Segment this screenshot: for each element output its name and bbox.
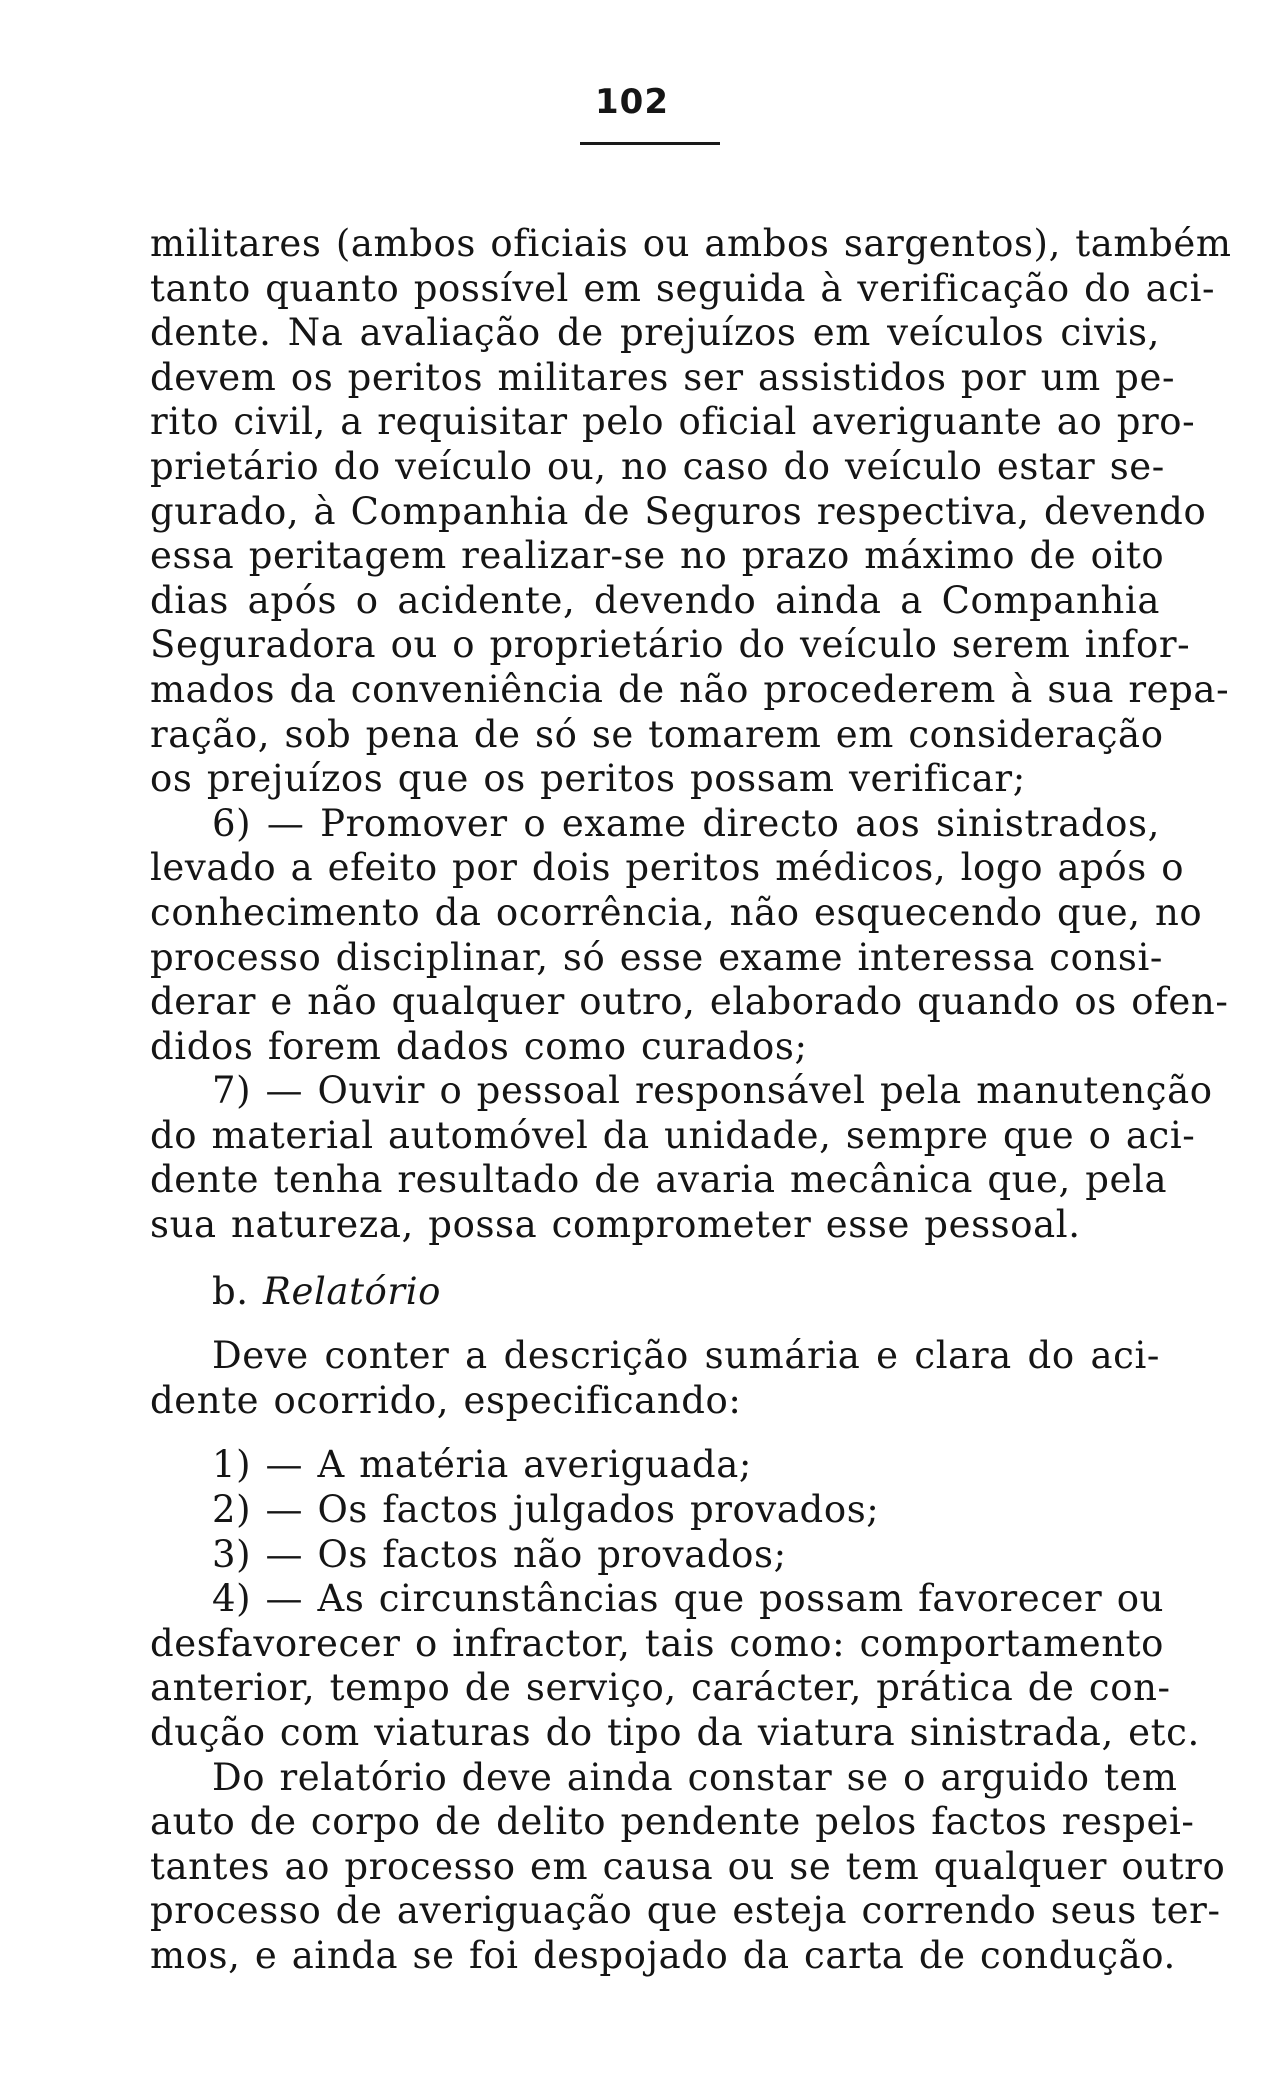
page-number-rule (580, 142, 720, 145)
text-line: anterior, tempo de serviço, carácter, prática de con- (150, 1666, 1171, 1710)
text-line: devem os peritos militares ser assistidos por um pe- (150, 355, 1176, 399)
text-line: rito civil, a requisitar pelo oficial averiguante ao pro- (150, 400, 1196, 444)
intro-paragraph (150, 1334, 1160, 1423)
text-line: gurado, à Companhia de Seguros respectiva, devendo (150, 489, 1207, 533)
text-line: 7) — Ouvir o pessoal responsável pela manutenção (212, 1069, 1213, 1113)
list-item: 3) — Os factos não provados; (212, 1532, 787, 1576)
text-line: os prejuízos que os peritos possam verificar; (150, 757, 1026, 801)
text-line: processo de averiguação que esteja correndo seus ter- (150, 1889, 1221, 1933)
text-line: tanto quanto possível em seguida à verificação do aci- (150, 266, 1216, 310)
spacer (150, 1423, 1160, 1443)
text-line: dente ocorrido, especificando: (150, 1378, 742, 1422)
text-line: ração, sob pena de só se tomarem em consideração (150, 712, 1164, 756)
body-text (150, 222, 1232, 1979)
text-line: processo disciplinar, só esse exame interessa consi- (150, 935, 1164, 979)
closing-paragraph (150, 1755, 1226, 1979)
text-line: dente tenha resultado de avaria mecânica que, pela (150, 1158, 1168, 1202)
text-line: 4) — As circunstâncias que possam favorecer ou (212, 1577, 1165, 1621)
text-line: desfavorecer o infractor, tais como: comportamento (150, 1621, 1165, 1665)
text-line: Deve conter a descrição sumária e clara do aci- (212, 1334, 1160, 1378)
text-line: dias após o acidente, devendo ainda a Companhia (150, 578, 1160, 622)
item-4 (150, 1577, 1200, 1755)
section-heading (150, 1270, 1160, 1315)
page-number: 102 (595, 82, 669, 122)
text-line: didos forem dados como curados; (150, 1024, 808, 1068)
text-line: essa peritagem realizar-se no prazo máximo de oito (150, 534, 1165, 578)
text-line: levado a efeito por dois peritos médicos, logo após o (150, 846, 1185, 890)
text-line: militares (ambos oficiais ou ambos sargentos), também (150, 222, 1232, 265)
text-line: tantes ao processo em causa ou se tem qualquer outro (150, 1844, 1226, 1888)
text-line: auto de corpo de delito pendente pelos factos respei- (150, 1800, 1195, 1844)
text-line: Do relatório deve ainda constar se o arguido tem (212, 1755, 1178, 1799)
section-prefix: b. (212, 1269, 249, 1313)
text-line: Seguradora ou o proprietário do veículo serem infor- (150, 623, 1191, 667)
spacer (150, 1314, 1160, 1334)
text-line: dente. Na avaliação de prejuízos em veículos civis, (150, 311, 1160, 355)
text-line: mados da conveniência de não procederem à sua repa- (150, 667, 1230, 711)
text-line: 6) — Promover o exame directo aos sinistrados, (212, 801, 1160, 845)
list-item: 2) — Os factos julgados provados; (212, 1488, 880, 1532)
text-line: derar e não qualquer outro, elaborado quando os ofen- (150, 980, 1229, 1024)
section-title: Relatório (263, 1269, 442, 1313)
item-6 (150, 801, 1229, 1070)
text-line: do material automóvel da unidade, sempre que o aci- (150, 1113, 1196, 1157)
text-line: dução com viaturas do tipo da viatura sinistrada, etc. (150, 1711, 1200, 1754)
text-line: mos, e ainda se foi despojado da carta de condução. (150, 1933, 1176, 1977)
text-line: prietário do veículo ou, no caso do veículo estar se- (150, 444, 1165, 488)
report-items-list (150, 1443, 1160, 1577)
text-line: conhecimento da ocorrência, não esquecendo que, no (150, 890, 1203, 934)
spacer (150, 1248, 1160, 1270)
list-item: 1) — A matéria averiguada; (212, 1443, 752, 1487)
item-7 (150, 1069, 1213, 1247)
text-line: sua natureza, possa comprometer esse pessoal. (150, 1203, 1081, 1247)
paragraph-continuation (150, 222, 1232, 802)
